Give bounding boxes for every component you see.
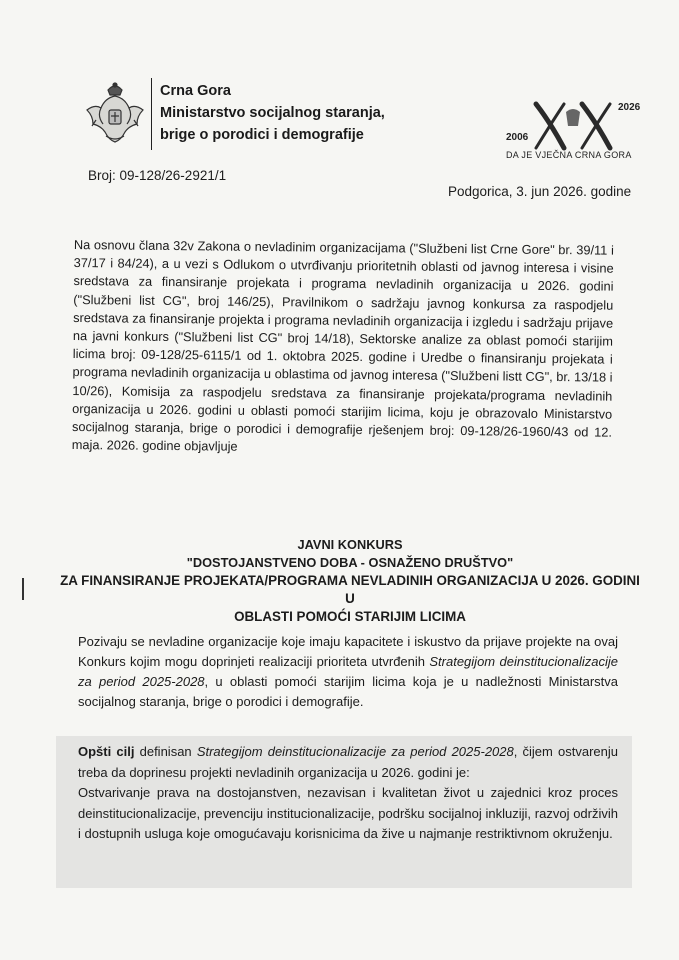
para1-text-2: , u oblasti pomoći starijim licima koja je u nadležnosti Ministarstva socijalnog staranja, brige o porodici i demografije. [78, 674, 618, 709]
para2-text-1: definisan [134, 744, 197, 759]
para2-text-2: , čijem ostvarenju treba da doprinesu projekti nevladinih organizacija u 2026. godini je: [78, 744, 618, 780]
general-goal-paragraph [78, 742, 618, 845]
document-date: Podgorica, 3. jun 2026. godine [448, 184, 632, 199]
intro-paragraph: Na osnovu člana 32v Zakona o nevladinim organizacijama ("Službeni list Crne Gore" br. 39/11 i 37/17 i 84/24), a u vezi s Odlukom o utvrđivanju prioritetnih oblasti od javnog interesa i visine sredstava za finansiranje projekata i programa nevladinih organizacija u 2026. godini ("Službeni list CG", broj 146/25), Pravilnikom o sadržaju javnog konkursa za raspodjelu sredstava za finansiranje projekta i programa nevladinih organizacija i izgledu i sadržaju prijave na javni konkurs ("Službeni list CG" broj 14/18), Sektorske analize za oblast pomoći starijim licima broj: 09-128/25-6115/1 od 1. oktobra 2025. godine i Uredbe o finansiranju projekata i programa nevladinih organizacija u oblastima od javnog interesa ("Službeni listt CG", br. 13/18 i 10/26), Komisija za raspodjelu sredstava za finansiranje projekata/programa nevladinih organizacija u 2026. godini u oblasti pomoći starijim licima, koju je obrazovalo Ministarstvo socijalnog staranja, brige o porodici i demografije rješenjem broj: 09-128/26-1960/43 od 12. maja. 2026. godine objavljuje [71, 236, 614, 454]
country-name: Crna Gora [160, 83, 231, 99]
para1-strategy: Strategijom deinstitucionalizacije za period 2025-2028 [78, 654, 618, 689]
call-title [60, 536, 640, 626]
logo-tagline: DA JE VJEČNA CRNA GORA [506, 150, 632, 160]
coat-of-arms-icon [84, 80, 146, 150]
header-divider [151, 78, 152, 150]
para2-text-3: Ostvarivanje prava na dostojanstven, nezavisan i kvalitetan život u zajednici kroz proces deinstitucionalizacije, prevenciju institucionalizacije, podršku socijalnoj inkluziji, razvoj održivih i dostupnih usluga koje omogućavaju korisnicima da žive u najmanje restriktivnom okruženju. [78, 785, 618, 841]
title-line2: "DOSTOJANSTVENO DOBA - OSNAŽENO DRUŠTVO" [186, 555, 514, 570]
logo-year-end: 2026 [618, 102, 641, 113]
ministry-name-line2: brige o porodici i demografije [160, 127, 364, 143]
title-line4: OBLASTI POMOĆI STARIJIM LICIMA [234, 609, 466, 624]
ministry-name-line1: Ministarstvo socijalnog staranja, [160, 105, 385, 121]
title-line1: JAVNI KONKURS [297, 537, 403, 552]
para1-text-1: Pozivaju se nevladine organizacije koje imaju kapacitete i iskustvo da prijave projekte na ovaj Konkurs kojim mogu doprinjeti realizaciji prioriteta utvrđenih [78, 634, 618, 669]
ministry-header [160, 80, 385, 146]
logo-year-start: 2006 [506, 132, 529, 143]
invitation-paragraph [78, 632, 618, 712]
para2-strategy: Strategijom deinstitucionalizacije za period 2025-2028 [196, 744, 514, 759]
title-line3: ZA FINANSIRANJE PROJEKATA/PROGRAMA NEVLADINIH ORGANIZACIJA U 2026. GODINI U [60, 573, 640, 606]
margin-mark [22, 578, 24, 600]
general-goal-label: Opšti cilj [78, 744, 135, 759]
document-number: Broj: 09-128/26-2921/1 [88, 168, 227, 183]
